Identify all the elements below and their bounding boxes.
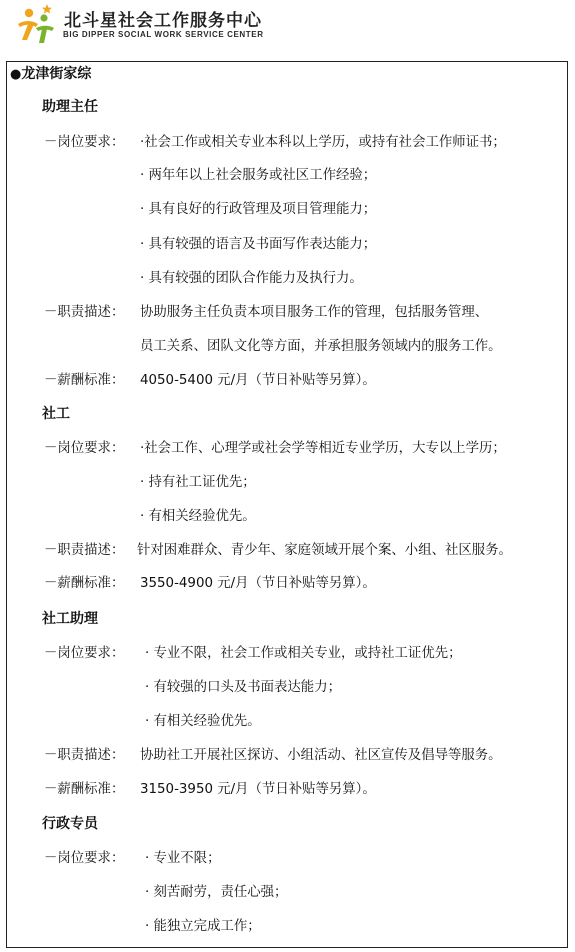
logo-english-name: BIG DIPPER SOCIAL WORK SERVICE CENTER xyxy=(63,30,264,39)
requirement-item: · 有较强的口头及书面表达能力； xyxy=(145,680,341,695)
duty-text: 协助社工开展社区探访、小组活动、社区宣传及倡导等服务。 xyxy=(140,748,502,763)
requirement-item: · 有相关经验优先。 xyxy=(145,714,261,729)
requirement-label: －岗位要求： xyxy=(44,646,125,661)
role-title: 助理主任 xyxy=(42,99,98,115)
role-title: 社工助理 xyxy=(42,611,98,627)
duty-label: －职责描述： xyxy=(44,748,125,763)
duty-label: －职责描述： xyxy=(44,543,125,558)
bullet-icon: ● xyxy=(10,67,22,82)
salary-text: 4050-5400 元/月（节日补贴等另算）。 xyxy=(140,373,376,388)
role-title: 社工 xyxy=(42,406,70,422)
duty-label: －职责描述： xyxy=(44,305,125,320)
requirement-label: －岗位要求： xyxy=(44,851,125,866)
page-header xyxy=(0,0,575,52)
requirement-item: · 刻苦耐劳，责任心强； xyxy=(145,885,288,900)
requirement-label: －岗位要求： xyxy=(44,135,125,150)
requirement-item: · 专业不限； xyxy=(145,851,221,866)
logo-chinese-name: 北斗星社会工作服务中心 xyxy=(64,11,262,31)
requirement-item: · 能独立完成工作； xyxy=(145,919,261,934)
requirement-item: · 有相关经验优先。 xyxy=(140,509,256,524)
big-dipper-logo-icon xyxy=(14,2,60,46)
salary-label: －薪酬标准： xyxy=(44,373,125,388)
requirement-label: －岗位要求： xyxy=(44,441,125,456)
duty-text: 员工关系、团队文化等方面，并承担服务领域内的服务工作。 xyxy=(140,339,502,354)
requirement-item: · 具有良好的行政管理及项目管理能力； xyxy=(140,202,377,217)
role-title: 行政专员 xyxy=(42,816,98,832)
duty-text: 针对困难群众、青少年、家庭领域开展个案、小组、社区服务。 xyxy=(137,543,512,558)
requirement-item: · 具有较强的语言及书面写作表达能力； xyxy=(140,237,377,252)
requirement-item: ·社会工作、心理学或社会学等相近专业学历，大专以上学历； xyxy=(140,441,506,456)
requirement-item: · 具有较强的团队合作能力及执行力。 xyxy=(140,271,363,286)
duty-text: 协助服务主任负责本项目服务工作的管理，包括服务管理、 xyxy=(140,305,489,320)
requirement-item: · 专业不限，社会工作或相关专业，或持社工证优先； xyxy=(145,646,462,661)
salary-label: －薪酬标准： xyxy=(44,782,125,797)
salary-label: －薪酬标准： xyxy=(44,576,125,591)
salary-text: 3550-4900 元/月（节日补贴等另算）。 xyxy=(140,576,376,591)
requirement-item: · 两年年以上社会服务或社区工作经验； xyxy=(140,168,377,183)
org-title xyxy=(10,65,91,84)
salary-text: 3150-3950 元/月（节日补贴等另算）。 xyxy=(140,782,376,797)
requirement-item: · 持有社工证优先； xyxy=(140,475,256,490)
requirement-item: ·社会工作或相关专业本科以上学历，或持有社会工作师证书； xyxy=(140,135,506,150)
org-name: 龙津街家综 xyxy=(21,66,92,82)
